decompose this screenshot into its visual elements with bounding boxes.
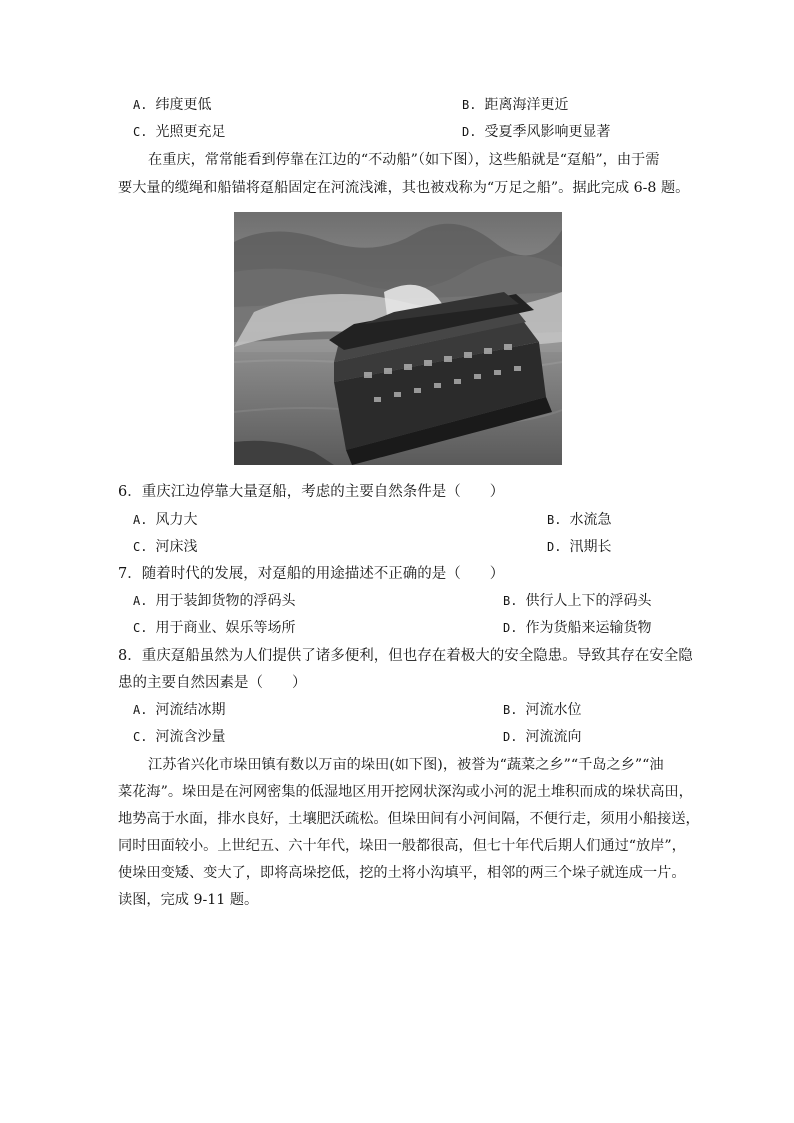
intro2-line5: 使垛田变矮、变大了，即将高垛挖低，挖的土将小沟填平，相邻的两三个垛子就连成一片。 <box>118 865 686 881</box>
q5-option-b-letter: B. <box>462 98 477 112</box>
q7-option-c-letter: C. <box>133 621 148 635</box>
q6-option-a-letter: A. <box>133 513 148 527</box>
q5-option-a <box>133 95 211 115</box>
q5-option-a-letter: A. <box>133 98 148 112</box>
q7-option-c-text: 用于商业、娱乐等场所 <box>155 620 296 636</box>
q5-option-d-text: 受夏季风影响更显著 <box>484 124 611 140</box>
q6-option-a-text: 风力大 <box>155 512 198 528</box>
q8-option-c-text: 河流含沙量 <box>155 729 226 745</box>
q6-option-c <box>133 537 197 557</box>
q6-option-d <box>547 537 611 557</box>
q8-option-c-letter: C. <box>133 730 148 744</box>
q6-option-c-text: 河床浅 <box>155 539 198 555</box>
q8-stem-line2: 患的主要自然因素是（ ） <box>118 675 307 691</box>
q6-option-b-letter: B. <box>547 513 562 527</box>
intro2-line2: 菜花海”。垛田是在河网密集的低湿地区用开挖网状深沟或小河的泥土堆积而成的垛状高田， <box>118 784 693 800</box>
intro1-line2: 要大量的缆绳和船锚将趸船固定在河流浅滩，其也被戏称为“万足之船”。据此完成 6-8 题。 <box>118 180 690 196</box>
q7-option-b-letter: B. <box>503 594 518 608</box>
q6-option-d-text: 汛期长 <box>569 539 612 555</box>
intro2-line3: 地势高于水面，排水良好，土壤肥沃疏松。但垛田间有小河间隔，不便行走，须用小船接送， <box>118 811 700 827</box>
q6-option-d-letter: D. <box>547 540 562 554</box>
intro2-line1: 江苏省兴化市垛田镇有数以万亩的垛田(如下图)，被誉为“蔬菜之乡”“千岛之乡”“油 <box>148 757 664 773</box>
q6-option-b-text: 水流急 <box>569 512 612 528</box>
q5-option-c-text: 光照更充足 <box>155 124 226 140</box>
q8-option-b <box>503 700 581 720</box>
pontoon-boat-illustration <box>234 212 562 465</box>
q7-option-d-letter: D. <box>503 621 518 635</box>
q5-option-c <box>133 122 225 142</box>
q7-option-a-letter: A. <box>133 594 148 608</box>
q7-option-d <box>503 618 651 638</box>
q8-option-b-text: 河流水位 <box>525 702 582 718</box>
q7-option-b <box>503 591 651 611</box>
q8-option-d <box>503 727 581 747</box>
q5-option-c-letter: C. <box>133 125 148 139</box>
q7-option-c <box>133 618 295 638</box>
q8-option-c <box>133 727 225 747</box>
q7-option-a-text: 用于装卸货物的浮码头 <box>155 593 296 609</box>
intro2-line6: 读图，完成 9-11 题。 <box>118 892 259 908</box>
q8-option-a-letter: A. <box>133 703 148 717</box>
intro1-line1: 在重庆，常常能看到停靠在江边的“不动船”（如下图），这些船就是“趸船”，由于需 <box>148 152 660 168</box>
pontoon-boat-photo <box>234 212 562 465</box>
q5-option-a-text: 纬度更低 <box>155 97 212 113</box>
q7-option-b-text: 供行人上下的浮码头 <box>525 593 652 609</box>
q5-option-d-letter: D. <box>462 125 477 139</box>
q8-option-a-text: 河流结冰期 <box>155 702 226 718</box>
q7-option-a <box>133 591 295 611</box>
q6-stem: 6．重庆江边停靠大量趸船，考虑的主要自然条件是（ ） <box>118 484 505 500</box>
q8-option-d-letter: D. <box>503 730 518 744</box>
q6-option-a <box>133 510 197 530</box>
intro2-line4: 同时田面较小。上世纪五、六十年代，垛田一般都很高，但七十年代后期人们通过“放岸”， <box>118 838 686 854</box>
q7-stem: 7．随着时代的发展，对趸船的用途描述不正确的是（ ） <box>118 566 505 582</box>
q8-option-a <box>133 700 225 720</box>
q8-stem-line1: 8．重庆趸船虽然为人们提供了诸多便利，但也存在着极大的安全隐患。导致其存在安全隐 <box>118 648 693 664</box>
q8-option-d-text: 河流流向 <box>525 729 582 745</box>
q5-option-d <box>462 122 610 142</box>
q5-option-b-text: 距离海洋更近 <box>484 97 569 113</box>
q7-option-d-text: 作为货船来运输货物 <box>525 620 652 636</box>
q5-option-b <box>462 95 568 115</box>
q8-option-b-letter: B. <box>503 703 518 717</box>
q6-option-c-letter: C. <box>133 540 148 554</box>
q6-option-b <box>547 510 611 530</box>
